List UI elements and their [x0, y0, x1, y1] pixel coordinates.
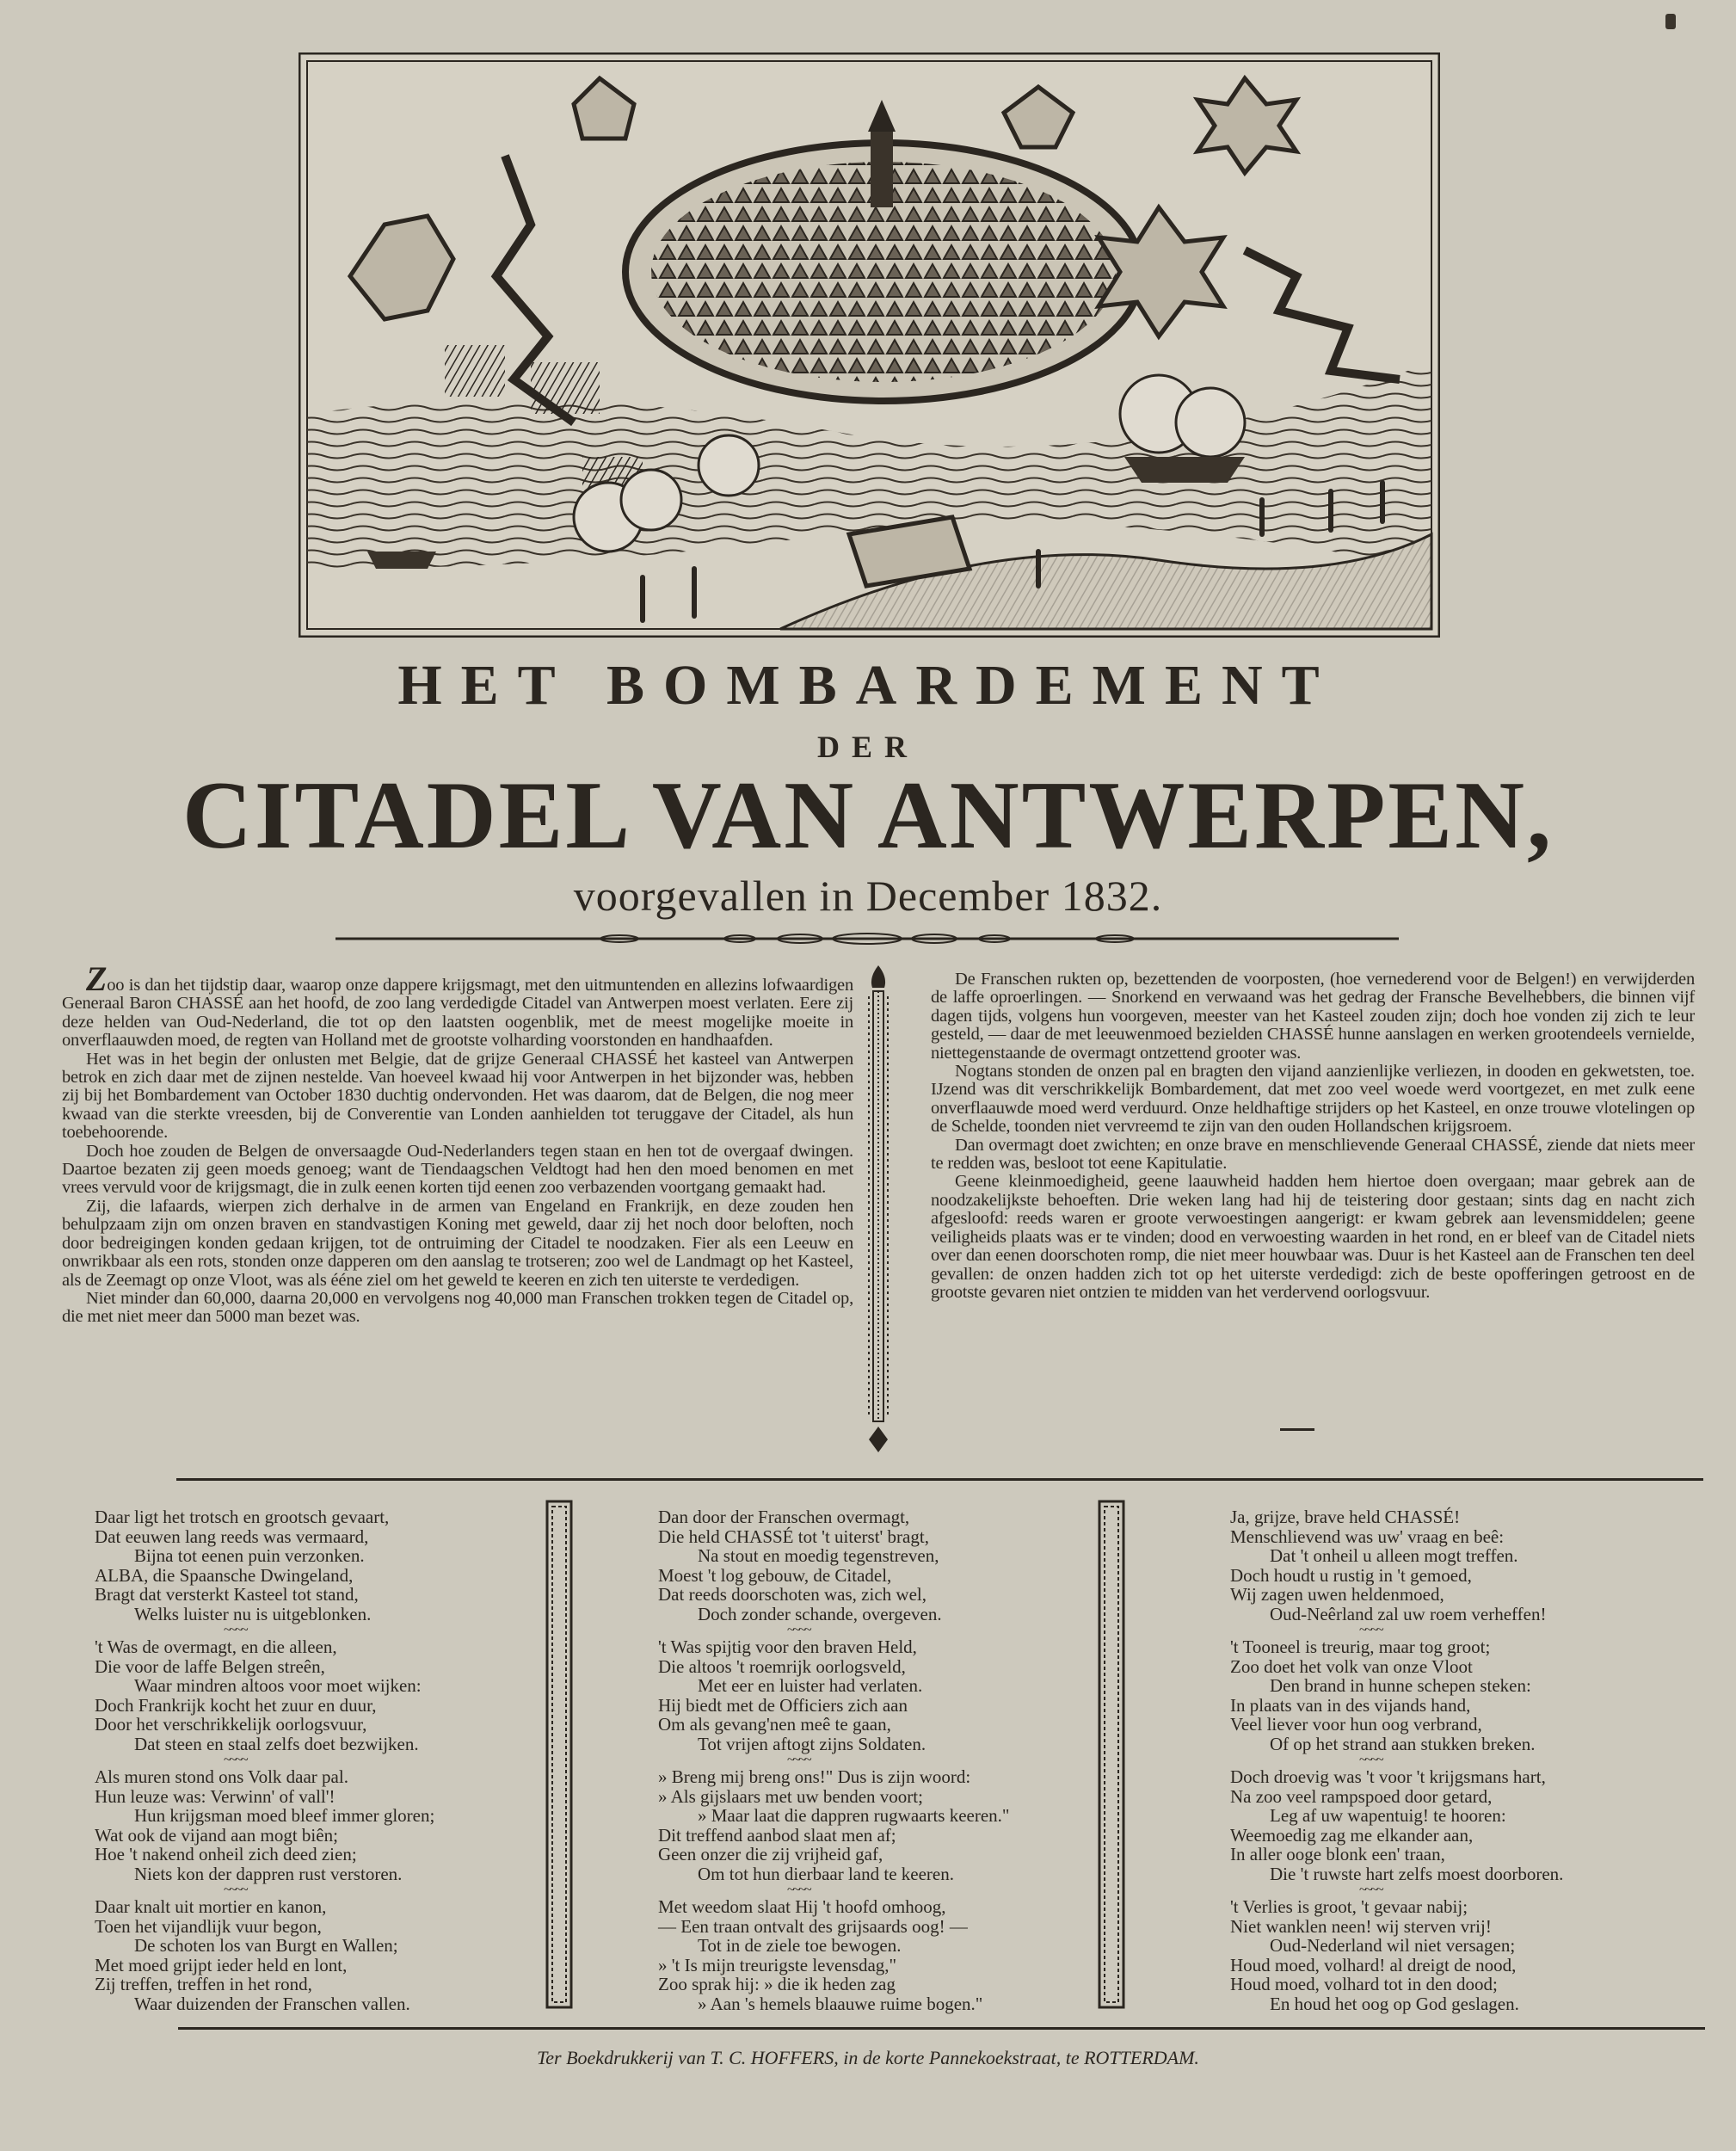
poem-line: — Een traan ontvalt des grijsaards oog! —	[658, 1915, 968, 1937]
poem-line: Oud-Neêrland zal uw roem verheffen!	[1270, 1603, 1547, 1624]
prose-paragraph: Zij, die lafaards, wierpen zich derhalve in de armen van Engeland en Frankrijk, en deze zouden hen behulpzaam zijn om onzen braven en standvastigen Koning met geweld, daar zij het noch door beloften, noch door bedreigingen konden gedaan krijgen, tot de ontruiming der Citadel te noodzaken. Fier als een Leeuw en onwrikbaar als een rots, stonden onze dapperen om den aanslag te trotseren; zoo wel de Landmagt op het Kasteel, als de Zeemagt op onze Vloot, was als ééne ziel om het geweld te keeren en zich ten uiterste te verdedigen.	[62, 1196, 853, 1290]
poem-line: Weemoedig zag me elkander aan,	[1230, 1824, 1474, 1846]
poem-line: Menschlievend was uw' vraag en beê:	[1230, 1525, 1505, 1547]
poem-line: Geen onzer die zij vrijheid gaf,	[658, 1844, 883, 1864]
poem-line: Tot in de ziele toe bewogen.	[698, 1935, 902, 1956]
poem-line: Wat ook de vijand aan mogt biên;	[95, 1824, 338, 1846]
poem-line: Leg af uw wapentuig! te hooren:	[1270, 1805, 1506, 1826]
poem-stanza	[95, 1767, 434, 1883]
prose-paragraph: Geene kleinmoedigheid, geene laauwheid hadden hem hiertoe doen overgaan; maar gebrek aan de noodzakelijkste behoeften. Drie weken lang had hij de teistering door gestaan; sints dag en nacht zich afgesloofd: reeds waren er groote verwoestingen aangerigt: er kwam gebrek aan levensmiddelen; geene veiligheids plaats was er te vinden; dood en verwoesting waarden in het rond, en er bleef van de Citadel niets over dan eenen doorschoten romp, die niet meer houwbaar was. Duur is het Kasteel aan de Franschen ten deel gevallen: de onzen hadden zich tot op het uiterste verdedigd: zich de beste opofferingen getroost en de grootste gevaren niet ontzien te midden van het verdervend oorlogsvuur.	[931, 1172, 1695, 1302]
stanza-separator: ~~~~	[787, 1883, 810, 1897]
poem-line: Als muren stond ons Volk daar pal.	[95, 1766, 348, 1787]
poem-line: Niets kon der dappren rust verstoren.	[134, 1863, 403, 1884]
poem-line: » Breng mij breng ons!" Dus is zijn woord:	[658, 1766, 971, 1787]
poem-line: 't Verlies is groot, 't gevaar nabij;	[1230, 1896, 1468, 1917]
horizontal-rule	[178, 2027, 1705, 2030]
poem-line: » Maar laat die dappren rugwaarts keeren."	[698, 1805, 1010, 1826]
poem-line: Houd moed, volhard tot in den dood;	[1230, 1974, 1498, 1994]
printer-imprint: Ter Boekdrukkerij van T. C. HOFFERS, in de korte Pannekoekstraat, te ROTTERDAM.	[537, 2047, 1199, 2068]
poem-column-1	[95, 1507, 434, 2013]
prose-right-column	[931, 971, 1695, 1302]
poem-line: De schoten los van Burgt en Wallen;	[134, 1935, 398, 1956]
poem-stanza	[1230, 1507, 1563, 1624]
stanza-separator: ~~~~	[224, 1883, 247, 1897]
poem-line: Den brand in hunne schepen steken:	[1270, 1675, 1531, 1696]
poem-line: Om als gevang'nen meê te gaan,	[658, 1714, 891, 1735]
poem-line: Die 't ruwste hart zelfs moest doorboren.	[1270, 1863, 1564, 1884]
poem-line: 't Tooneel is treurig, maar tog groot;	[1230, 1636, 1491, 1657]
poem-line: Die held CHASSÉ tot 't uiterst' bragt,	[658, 1525, 929, 1547]
prose-paragraph: Doch hoe zouden de Belgen de onversaagde Oud-Nederlanders tegen staan en hen tot de overgaaf dwingen. Daartoe bezaten zij geen moeds genoeg; want de Tiendaagschen Veldtogt had hen den moed benomen en met vrees vervuld voor de krijgsmagt, die in zulk eenen korten tijd eenen zoo verbazenden voortgang gemaakt had.	[62, 1141, 853, 1198]
poem-line: Doch droevig was 't voor 't krijgsmans hart,	[1230, 1766, 1546, 1787]
poem-column-2	[658, 1507, 1010, 2013]
poem-line: Dit treffend aanbod slaat men af;	[658, 1824, 896, 1846]
poem-stanza	[658, 1897, 1010, 2013]
poem-stanza	[658, 1507, 1010, 1624]
poem-line: » 't Is mijn treurigste levensdag,"	[658, 1954, 897, 1975]
poem-line: In aller ooge blonk een' traan,	[1230, 1844, 1445, 1864]
ornamental-pillar	[1098, 1500, 1125, 2009]
poem-line: Doch zonder schande, overgeven.	[698, 1603, 942, 1624]
poem-line: Na zoo veel rampspoed door getard,	[1230, 1785, 1493, 1807]
poem-line: 't Was spijtig voor den braven Held,	[658, 1636, 917, 1657]
poem-line: Door het verschrikkelijk oorlogsvuur,	[95, 1714, 367, 1735]
poem-line: 't Was de overmagt, en die alleen,	[95, 1636, 337, 1657]
poem-stanza	[95, 1507, 434, 1624]
poem-line: Die voor de laffe Belgen streên,	[95, 1655, 325, 1677]
stanza-separator: ~~~~	[224, 1624, 247, 1637]
prose-paragraph: Niet minder dan 60,000, daarna 20,000 en vervolgens nog 40,000 man Franschen trokken tegen de Citadel op, die met niet meer dan 5000 man bezet was.	[62, 1288, 853, 1327]
poem-line: ALBA, die Spaansche Dwingeland,	[95, 1564, 354, 1586]
poem-line: Oud-Nederland wil niet versagen;	[1270, 1935, 1516, 1956]
poem-line: Daar knalt uit mortier en kanon,	[95, 1896, 327, 1917]
stanza-separator: ~~~~	[1359, 1883, 1382, 1897]
poem-line: Dat reeds doorschoten was, zich wel,	[658, 1584, 926, 1605]
poem-line: Zij treffen, treffen in het rond,	[95, 1974, 312, 1994]
prose-paragraph: Nogtans stonden de onzen pal en bragten den vijand aanzienlijke verliezen, in dooden en gekwetsten, toe. IJzend was dit verschrikkelijk Bombardement, dat met zoo veel woede werd voortgezet, en met zulk eene onverflaauwde moed werd verduurd. Onze heldhaftige strijders op het Kasteel, en onze trouwe vlotelingen op de Schelde, toonden niet vervreemd te zijn van den ouden Hollandschen krijgsroem.	[931, 1062, 1695, 1137]
prose-paragraph: Dan overmagt doet zwichten; en onze brave en menschlievende Generaal CHASSÉ, ziende dat niets meer te redden was, besloot tot eene Kapitulatie.	[931, 1135, 1695, 1174]
poem-line: Zoo doet het volk van onze Vloot	[1230, 1655, 1473, 1677]
title-citadel-van-antwerpen: CITADEL VAN ANTWERPEN,	[182, 762, 1554, 869]
poem-line: Bragt dat versterkt Kasteel tot stand,	[95, 1584, 359, 1605]
poem-line: Bijna tot eenen puin verzonken.	[134, 1545, 365, 1566]
poem-line: Doch houdt u rustig in 't gemoed,	[1230, 1564, 1472, 1586]
poem-line: Waar mindren altoos voor moet wijken:	[134, 1675, 422, 1696]
poem-stanza	[658, 1767, 1010, 1883]
poem-line: Met moed grijpt ieder held en lont,	[95, 1954, 348, 1975]
prose-left-column	[62, 959, 853, 1327]
poem-line: Dat 't onheil u alleen mogt treffen.	[1270, 1545, 1518, 1566]
woodcut-illustration-siege-of-antwerp	[299, 52, 1440, 638]
poem-line: Houd moed, volhard! al dreigt de nood,	[1230, 1954, 1517, 1975]
poem-line: Dan door der Franschen overmagt,	[658, 1507, 910, 1527]
poem-line: Die altoos 't roemrijk oorlogsveld,	[658, 1655, 906, 1677]
stanza-separator: ~~~~	[224, 1753, 247, 1767]
poem-line: En houd het oog op God geslagen.	[1270, 1993, 1519, 2014]
ornamental-rule	[336, 933, 1399, 945]
poem-line: Tot vrijen aftogt zijns Soldaten.	[698, 1733, 926, 1754]
poem-stanza	[1230, 1637, 1563, 1753]
poem-line: Met eer en luister had verlaten.	[698, 1675, 923, 1696]
poem-stanza	[1230, 1897, 1563, 2013]
poem-stanza	[1230, 1767, 1563, 1883]
horizontal-rule	[176, 1478, 1703, 1481]
poem-line: Doch Frankrijk kocht het zuur en duur,	[95, 1694, 377, 1716]
poem-line: Hij biedt met de Officiers zich aan	[658, 1694, 908, 1716]
stanza-separator: ~~~~	[1359, 1753, 1382, 1767]
poem-line: Hun leuze was: Verwinn' of vall'!	[95, 1785, 336, 1807]
prose-paragraph: De Franschen rukten op, bezettenden de voorposten, (hoe vernederend voor de Belgen!) en verwijderden de laffe oproerlingen. — Snorkend en verwaand was het gedrag der Fransche Bevelhebbers, die binnen vijf dagen tijds, volgens hun voorgeven, meester van het Kasteel zouden zijn; doch hoe vonden zij zich te leur gesteld, — daar de met leeuwenmoed bezielden CHASSÉ hunne aanslagen en werken grootendeels vernielde, niettegenstaande de overmagt ontzettend grooter was.	[931, 970, 1695, 1063]
poem-line: Hoe 't nakend onheil zich deed zien;	[95, 1844, 357, 1864]
poem-line: » Als gijslaars met uw benden voort;	[658, 1785, 923, 1807]
poem-stanza	[95, 1897, 434, 2013]
poem-line: Veel liever voor hun oog verbrand,	[1230, 1714, 1482, 1735]
title-der: DER	[816, 730, 919, 764]
poem-line: Dat eeuwen lang reeds was vermaard,	[95, 1525, 369, 1547]
poem-line: Toen het vijandlijk vuur begon,	[95, 1915, 322, 1937]
poem-line: Na stout en moedig tegenstreven,	[698, 1545, 939, 1566]
poem-line: Dat steen en staal zelfs doet bezwijken.	[134, 1733, 419, 1754]
stanza-separator: ~~~~	[787, 1753, 810, 1767]
poem-line: Wij zagen uwen heldenmoed,	[1230, 1584, 1444, 1605]
poem-line: Of op het strand aan stukken breken.	[1270, 1733, 1536, 1754]
prose-paragraph: Het was in het begin der onlusten met Belgie, dat de grijze Generaal CHASSÉ het kasteel van Antwerpen betrok en zich daar met de zijnen nestelde. Van hoeveel kwaad hij voor Antwerpen in het bijzonder was, hebben zij bij het Bombardement van October 1830 duchtig ondervonden. Het was daarom, dat de Belgen, die nog meer kwaad van die sterkte vreesden, bij de Converentie van Londen aanhielden tot teruggave der Citadel, als hun toebehoorende.	[62, 1049, 853, 1143]
poem-stanza	[95, 1637, 434, 1753]
poem-line: » Aan 's hemels blaauwe ruime bogen."	[698, 1993, 983, 2014]
prose-paragraph: Zoo is dan het tijdstip daar, waarop onze dappere krijgsmagt, met den uitmuntenden en allezins lofwaardigen Generaal Baron CHASSÉ aan het hoofd, de zoo lang verdedigde Citadel van Antwerpen moest verlaten. Eere zij deze helden van Oud-Nederland, die tot op den laatsten oogenblik, met de meest mogelijke moeite in onverflaauwden moed, de regten van Holland met de grootste volharding voorstonden en handhaafden.	[62, 959, 853, 1051]
poem-line: In plaats van in des vijands hand,	[1230, 1694, 1471, 1716]
poem-line: Ja, grijze, brave held CHASSÉ!	[1230, 1507, 1461, 1527]
poem-column-3	[1230, 1507, 1563, 2013]
poem-line: Om tot hun dierbaar land te keeren.	[698, 1863, 954, 1884]
poem-line: Hun krijgsman moed bleef immer gloren;	[134, 1805, 435, 1826]
end-dash	[1280, 1428, 1314, 1431]
poem-line: Welks luister nu is uitgeblonken.	[134, 1603, 372, 1624]
corner-mark	[1665, 14, 1676, 29]
poem-line: Zoo sprak hij: » die ik heden zag	[658, 1974, 896, 1994]
stanza-separator: ~~~~	[787, 1624, 810, 1637]
poem-stanza	[658, 1637, 1010, 1753]
poem-line: Moest 't log gebouw, de Citadel,	[658, 1564, 892, 1586]
ornamental-pillar	[545, 1500, 573, 2009]
subtitle-date: voorgevallen in December 1832.	[573, 872, 1163, 920]
poem-line: Met weedom slaat Hij 't hoofd omhoog,	[658, 1896, 946, 1917]
poem-line: Niet wanklen neen! wij sterven vrij!	[1230, 1915, 1492, 1937]
title-het-bombardement: HET BOMBARDEMENT	[397, 654, 1339, 717]
poem-line: Waar duizenden der Franschen vallen.	[134, 1993, 410, 2014]
ornamental-column-divider	[864, 962, 893, 1457]
poem-line: Daar ligt het trotsch en grootsch gevaart,	[95, 1507, 390, 1527]
stanza-separator: ~~~~	[1359, 1624, 1382, 1637]
